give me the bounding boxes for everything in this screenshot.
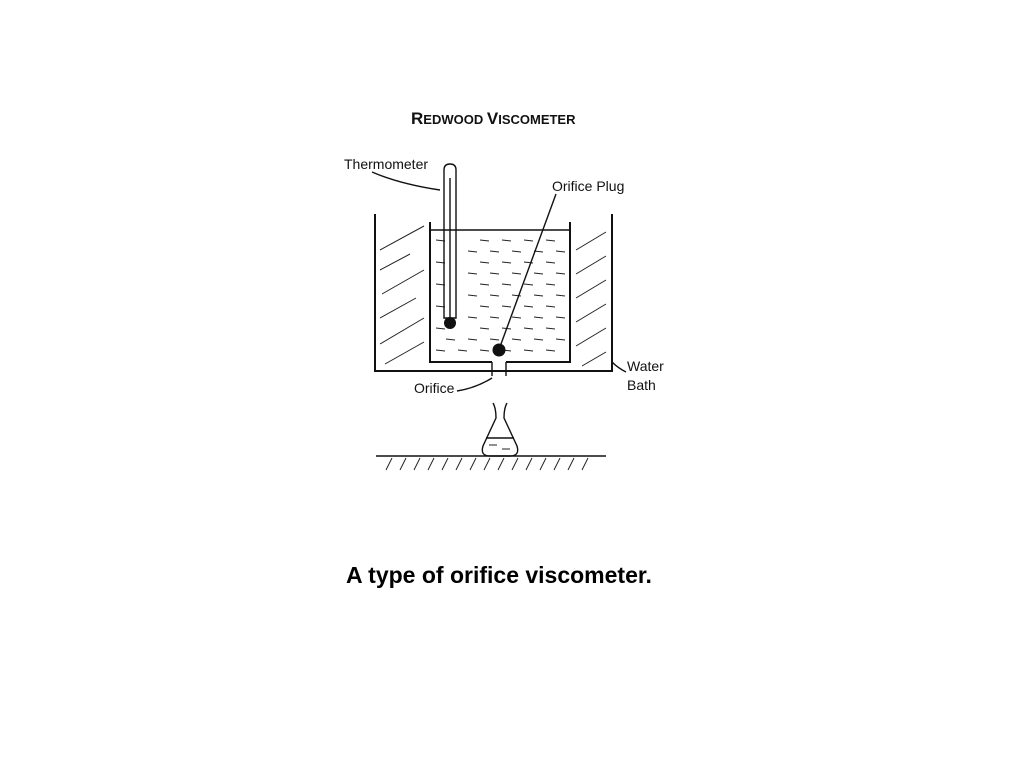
liquid-dash (512, 339, 521, 340)
liquid-dash (524, 350, 533, 351)
ground-hatch-mark (428, 458, 434, 470)
liquid-dash (524, 328, 533, 329)
label-bath: Bath (627, 377, 656, 393)
ground-hatch-mark (386, 458, 392, 470)
liquid-dash (490, 295, 499, 296)
thermometer (444, 164, 456, 329)
liquid-dash (556, 295, 565, 296)
diagram-title: REDWOOD VISCOMETER (411, 109, 576, 128)
liquid-dash (524, 240, 533, 241)
liquid-dash (490, 251, 499, 252)
collecting-flask (482, 403, 517, 456)
liquid-dash (458, 350, 467, 351)
liquid-dash (556, 317, 565, 318)
liquid-dash (512, 273, 521, 274)
ground-hatch-mark (484, 458, 490, 470)
liquid-dash (546, 350, 555, 351)
liquid-dash (446, 339, 455, 340)
liquid-dash (512, 251, 521, 252)
liquid-dash (480, 306, 489, 307)
ground-hatch-mark (414, 458, 420, 470)
liquid-dash (502, 284, 511, 285)
liquid-dash (468, 317, 477, 318)
ground-hatch-mark (400, 458, 406, 470)
liquid-dash (534, 273, 543, 274)
liquid-dash (512, 317, 521, 318)
ground-hatch-mark (456, 458, 462, 470)
ground-surface (376, 456, 606, 470)
liquid-dash (546, 284, 555, 285)
liquid-dash (534, 339, 543, 340)
liquid-dash (490, 273, 499, 274)
ground-hatch-mark (568, 458, 574, 470)
liquid-dash (502, 262, 511, 263)
ground-hatch-mark (442, 458, 448, 470)
liquid-dash (524, 306, 533, 307)
liquid-dash (546, 262, 555, 263)
liquid-dash (480, 328, 489, 329)
liquid-dash (556, 273, 565, 274)
ground-hatch-mark (582, 458, 588, 470)
liquid-dash (524, 284, 533, 285)
liquid-dash (534, 295, 543, 296)
label-orifice-plug: Orifice Plug (552, 178, 625, 194)
liquid-dash (480, 240, 489, 241)
ground-hatch-mark (554, 458, 560, 470)
liquid-dash (546, 328, 555, 329)
liquid-dash (468, 251, 477, 252)
liquid-dash (436, 350, 445, 351)
ground-hatch-mark (512, 458, 518, 470)
liquid-dash (468, 339, 477, 340)
liquid-dash (490, 339, 499, 340)
liquid-dash (502, 306, 511, 307)
ground-hatch-mark (498, 458, 504, 470)
liquid-dash (468, 273, 477, 274)
liquid-dash (490, 317, 499, 318)
label-orifice: Orifice (414, 380, 455, 396)
ground-hatch-mark (540, 458, 546, 470)
liquid-dash (556, 339, 565, 340)
ground-hatch-mark (526, 458, 532, 470)
liquid-dash (546, 306, 555, 307)
liquid-dash (436, 328, 445, 329)
liquid-dash (534, 317, 543, 318)
caption: A type of orifice viscometer. (346, 562, 652, 588)
liquid-dash (480, 350, 489, 351)
liquid-dash (480, 284, 489, 285)
ground-hatch-mark (470, 458, 476, 470)
leader-lines (372, 172, 626, 391)
liquid-dash (480, 262, 489, 263)
liquid-dash (556, 251, 565, 252)
label-thermometer: Thermometer (344, 156, 429, 172)
liquid-dash (546, 240, 555, 241)
water-bath-hatching (380, 226, 606, 366)
label-water: Water (627, 358, 664, 374)
liquid-dash (468, 295, 477, 296)
liquid-dash (502, 240, 511, 241)
orifice-plug (493, 344, 506, 357)
